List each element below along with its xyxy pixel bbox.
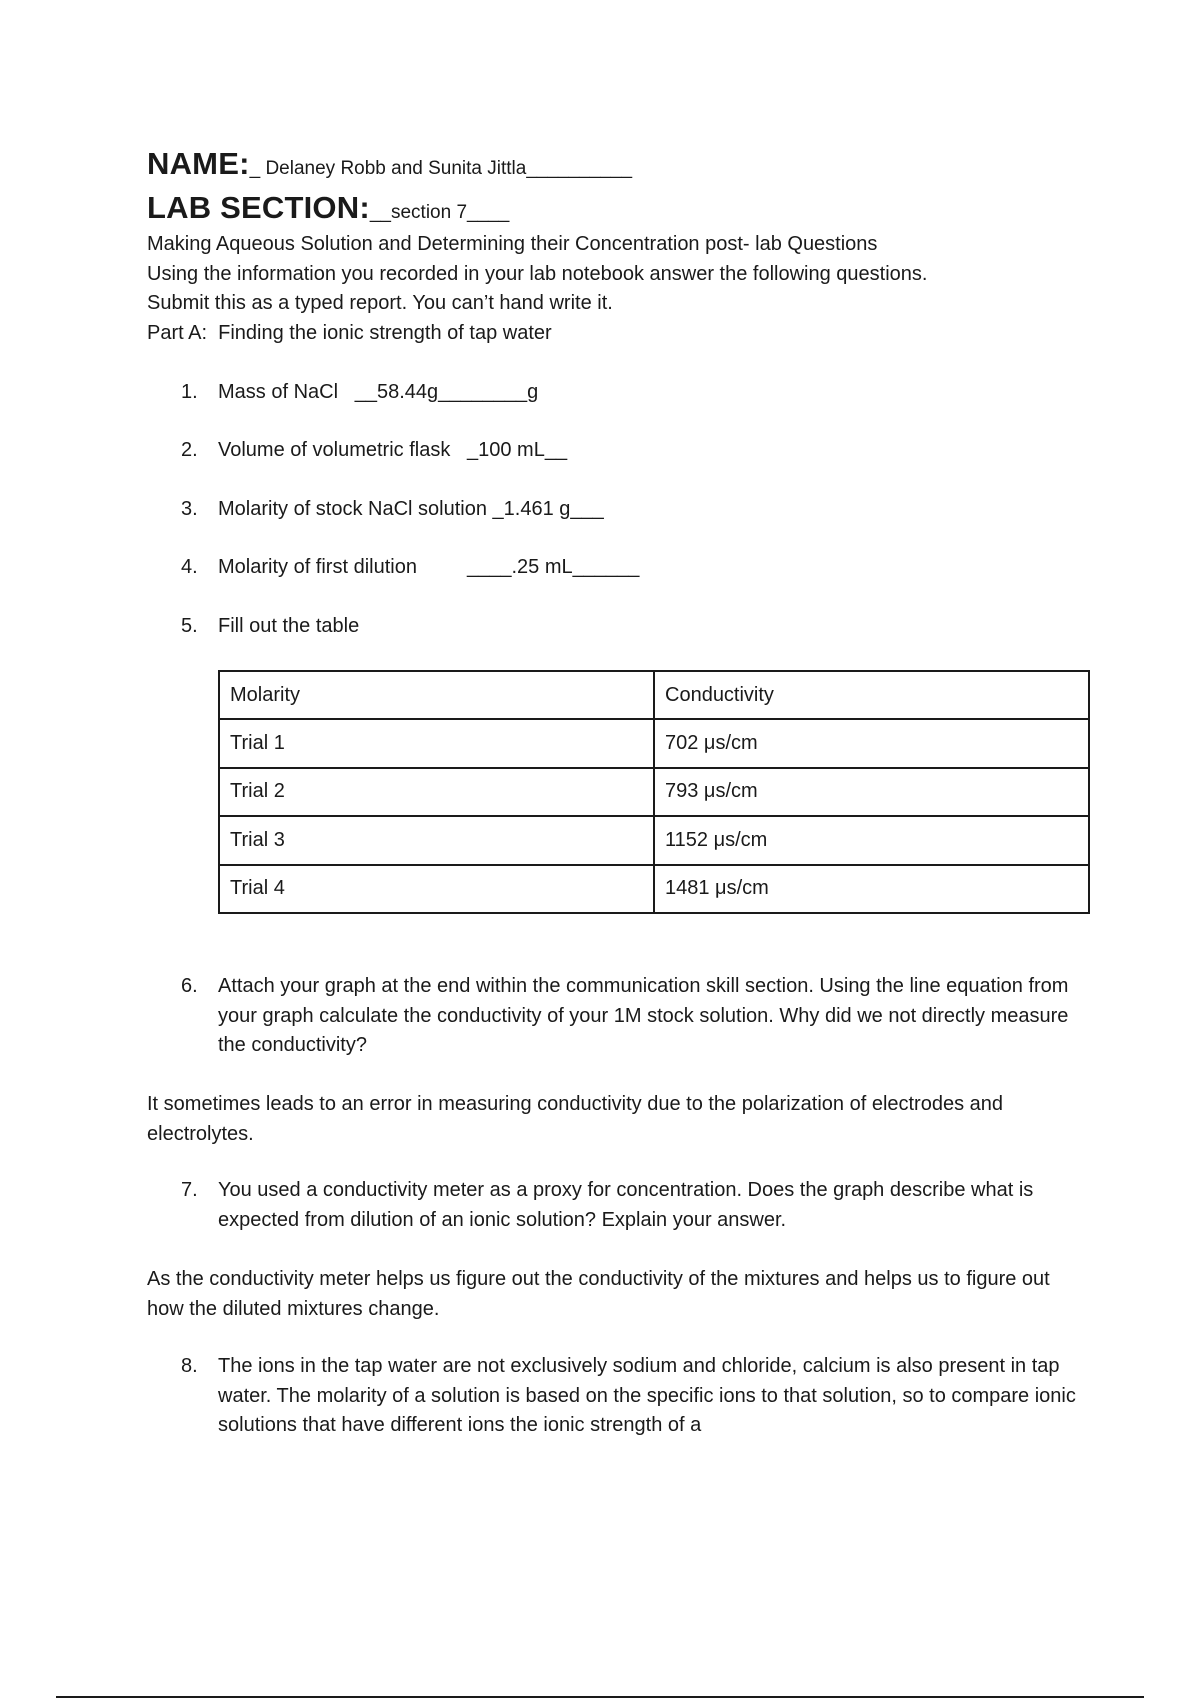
table-cell-trial: Trial 1 (219, 719, 654, 767)
answer-7: As the conductivity meter helps us figure out the conductivity of the mixtures and helps us to figure out how the diluted mixtures change. (147, 1268, 1050, 1320)
table-row (219, 719, 1089, 767)
name-line (147, 146, 632, 182)
table-cell-trial: Trial 2 (219, 768, 654, 816)
table-row (219, 816, 1089, 864)
question-text: Molarity of stock NaCl solution _1.461 g___ (218, 498, 604, 520)
question-text: Fill out the table (218, 615, 360, 637)
question-number: 2. (181, 439, 198, 461)
question-number: 8. (181, 1355, 198, 1377)
intro-submit-note: Submit this as a typed report. You can’t hand write it. (147, 292, 613, 314)
name-label: NAME: (147, 146, 250, 181)
question-number: 3. (181, 498, 198, 520)
question-number: 1. (181, 381, 198, 403)
lab-section-value: __section 7____ (369, 202, 510, 223)
question-number: 7. (181, 1179, 198, 1201)
question-text: Mass of NaCl __58.44g________g (218, 381, 539, 403)
table-cell-conductivity: 1152 μs/cm (654, 816, 1089, 864)
page-bottom-rule (56, 1696, 1144, 1698)
conductivity-table (218, 670, 1090, 914)
header-conductivity: Conductivity (654, 671, 1089, 719)
table-cell-conductivity: 702 μs/cm (654, 719, 1089, 767)
table-row (219, 865, 1089, 913)
question-text: Volume of volumetric flask _100 mL__ (218, 439, 568, 461)
table-cell-conductivity: 1481 μs/cm (654, 865, 1089, 913)
question-number: 6. (181, 975, 198, 997)
question-text: You used a conductivity meter as a proxy for concentration. Does the graph describe what is expected from dilution of an ionic solution? Explain your answer. (218, 1179, 1039, 1231)
intro-title: Making Aqueous Solution and Determining their Concentration post- lab Questions (147, 233, 878, 255)
header-molarity: Molarity (219, 671, 654, 719)
table-cell-trial: Trial 4 (219, 865, 654, 913)
question-text: The ions in the tap water are not exclusively sodium and chloride, calcium is also present in tap water. The molarity of a solution is based on the specific ions to that solution, so to compare ionic solutions that have different ions the ionic strength of a (218, 1355, 1082, 1436)
lab-section-line (147, 190, 509, 226)
question-number: 4. (181, 556, 198, 578)
name-value: _ Delaney Robb and Sunita Jittla__________ (249, 158, 633, 179)
table-header-row (219, 671, 1089, 719)
answer-6: It sometimes leads to an error in measuring conductivity due to the polarization of electrodes and electrolytes. (147, 1093, 1004, 1145)
question-text: Attach your graph at the end within the communication skill section. Using the line equation from your graph calculate the conductivity of your 1M stock solution. Why did we not directly measure the conductivity? (218, 975, 1075, 1056)
table-row (219, 768, 1089, 816)
lab-section-label: LAB SECTION: (147, 190, 370, 225)
question-number: 5. (181, 615, 198, 637)
part-a-heading: Part A: Finding the ionic strength of tap water (147, 321, 552, 344)
table-cell-conductivity: 793 μs/cm (654, 768, 1089, 816)
intro-instructions: Using the information you recorded in your lab notebook answer the following questions. (147, 262, 928, 285)
question-text: Molarity of first dilution ____.25 mL______ (218, 556, 640, 578)
table-cell-trial: Trial 3 (219, 816, 654, 864)
intro-block (147, 230, 927, 348)
